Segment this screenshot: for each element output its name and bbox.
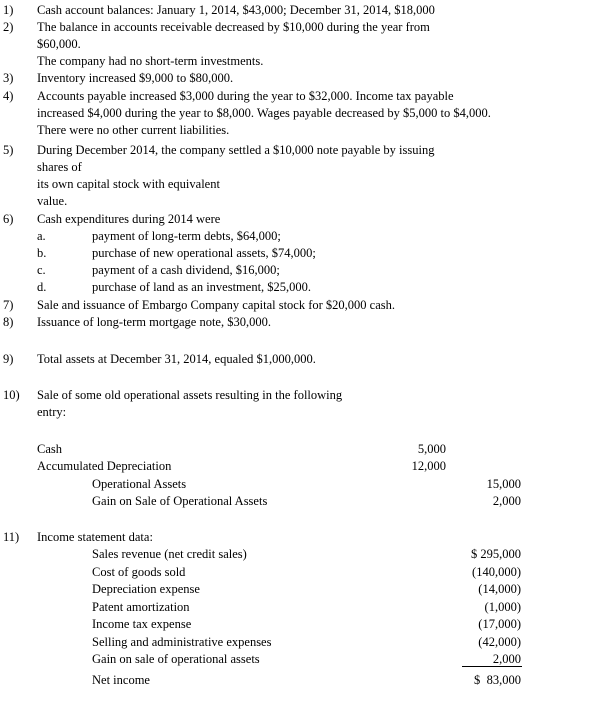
- item-text: Cash expenditures during 2014 were: [37, 212, 221, 226]
- item-text: Cash account balances: January 1, 2014, $43,000; December 31, 2014, $18,000: [37, 3, 435, 17]
- item-number: 4): [3, 89, 14, 103]
- item-text: Total assets at December 31, 2014, equaled $1,000,000.: [37, 352, 316, 366]
- expenditure-letter: b.: [37, 246, 47, 260]
- item-text: shares of: [37, 160, 82, 174]
- net-income-label: Net income: [92, 673, 150, 687]
- item-text: entry:: [37, 405, 67, 419]
- expenditure-letter: a.: [37, 229, 46, 243]
- income-label: Sales revenue (net credit sales): [92, 547, 247, 561]
- journal-account: Operational Assets: [92, 477, 187, 491]
- item-text: Issuance of long-term mortgage note, $30,000.: [37, 315, 271, 329]
- item-number: 7): [3, 298, 14, 312]
- net-income-dollar-sign: $: [474, 673, 481, 687]
- item-number: 1): [3, 3, 14, 17]
- journal-credit: 2,000: [492, 494, 521, 508]
- item-text: Accounts payable increased $3,000 during the year to $32,000. Income tax payable: [37, 89, 454, 103]
- expenditure-text: purchase of land as an investment, $25,000.: [92, 280, 312, 294]
- income-label: Patent amortization: [92, 600, 190, 614]
- income-amount: (140,000): [472, 565, 521, 579]
- item-number: 9): [3, 352, 14, 366]
- item-number: 5): [3, 143, 14, 157]
- subtotal-underline: [462, 666, 522, 667]
- journal-debit: 12,000: [411, 459, 446, 473]
- income-amount: $ 295,000: [471, 547, 521, 561]
- item-text: Sale of some old operational assets resulting in the following: [37, 388, 343, 402]
- item-text: Sale and issuance of Embargo Company capital stock for $20,000 cash.: [37, 298, 396, 312]
- expenditure-letter: d.: [37, 280, 47, 294]
- item-text: There were no other current liabilities.: [37, 123, 230, 137]
- journal-account: Cash: [37, 442, 62, 456]
- income-amount: (1,000): [484, 600, 521, 614]
- income-label: Income tax expense: [92, 617, 192, 631]
- item-number: 6): [3, 212, 14, 226]
- income-amount: (14,000): [478, 582, 521, 596]
- expenditure-text: purchase of new operational assets, $74,000;: [92, 246, 316, 260]
- item-text: value.: [37, 194, 68, 208]
- item-text: $60,000.: [37, 37, 81, 51]
- journal-account: Accumulated Depreciation: [37, 459, 172, 473]
- item-text: The company had no short-term investments.: [37, 54, 264, 68]
- item-text: The balance in accounts receivable decreased by $10,000 during the year from: [37, 20, 430, 34]
- item-text: Inventory increased $9,000 to $80,000.: [37, 71, 234, 85]
- income-label: Selling and administrative expenses: [92, 635, 272, 649]
- item-number: 10): [3, 388, 20, 402]
- item-text: Income statement data:: [37, 530, 153, 544]
- item-text: its own capital stock with equivalent: [37, 177, 220, 191]
- item-number: 8): [3, 315, 14, 329]
- item-number: 2): [3, 20, 14, 34]
- income-label: Depreciation expense: [92, 582, 200, 596]
- item-text: increased $4,000 during the year to $8,000. Wages payable decreased by $5,000 to $4,000.: [37, 106, 491, 120]
- item-number: 3): [3, 71, 14, 85]
- income-amount: (17,000): [478, 617, 521, 631]
- item-text: During December 2014, the company settled a $10,000 note payable by issuing: [37, 143, 435, 157]
- item-number: 11): [3, 530, 20, 544]
- journal-credit: 15,000: [486, 477, 521, 491]
- income-amount: 2,000: [492, 652, 521, 666]
- income-label: Gain on sale of operational assets: [92, 652, 260, 666]
- journal-debit: 5,000: [417, 442, 446, 456]
- expenditure-text: payment of a cash dividend, $16,000;: [92, 263, 280, 277]
- journal-account: Gain on Sale of Operational Assets: [92, 494, 268, 508]
- expenditure-text: payment of long-term debts, $64,000;: [92, 229, 281, 243]
- net-income-amount: 83,000: [486, 673, 521, 687]
- income-amount: (42,000): [478, 635, 521, 649]
- income-label: Cost of goods sold: [92, 565, 186, 579]
- expenditure-letter: c.: [37, 263, 46, 277]
